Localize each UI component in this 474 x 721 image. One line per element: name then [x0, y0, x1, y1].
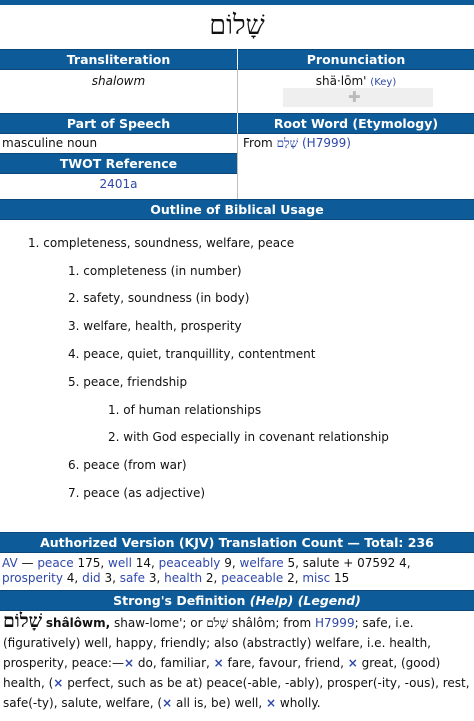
twot-header: TWOT Reference: [0, 153, 237, 174]
root-col: [238, 113, 474, 153]
kjv-count: 9,: [224, 556, 236, 570]
kjv-peace-link[interactable]: peace: [37, 556, 74, 570]
part-of-speech-value: masculine noun: [2, 136, 98, 150]
kjv-did-link[interactable]: did: [82, 571, 101, 585]
kjv-section: [0, 532, 474, 586]
pos-col: [0, 113, 237, 194]
kjv-well-link[interactable]: well: [108, 556, 132, 570]
kjv-peaceably-link[interactable]: peaceably: [158, 556, 221, 570]
part-of-speech-header: Part of Speech: [0, 113, 237, 134]
root-word-line: [238, 134, 474, 153]
kjv-count: 14,: [135, 556, 155, 570]
outline-item: 2. with God especially in covenant relationship: [108, 430, 389, 444]
strongs-text: wholly.: [279, 696, 321, 710]
strongs-text: do, familiar,: [137, 656, 210, 670]
strongs-translit: shâlôwm,: [45, 616, 111, 630]
strongs-text: all is, be) well,: [175, 696, 263, 710]
strongs-help-link[interactable]: (Help): [249, 593, 294, 608]
strongs-text: shâlôm; from: [231, 616, 312, 630]
kjv-av-link[interactable]: AV: [2, 556, 18, 570]
strongs-text: ; safe, i.e. (figuratively) well, happy, friendly; also (abstractly) welfare, i.e. health, prosperity, peace:—: [3, 616, 431, 670]
kjv-count: 3,: [104, 571, 116, 585]
strongs-section: [0, 590, 474, 713]
pronunciation-value: shä·lōm': [315, 74, 367, 88]
outline-item: 1. completeness (in number): [68, 264, 242, 278]
twot-link[interactable]: 2401a: [99, 177, 138, 191]
kjv-count: 175,: [77, 556, 105, 570]
outline-item: 5. peace, friendship: [68, 375, 188, 389]
outline-item: 1. completeness, soundness, welfare, peace: [28, 236, 295, 250]
outline-item: 6. peace (from war): [68, 458, 187, 472]
strongs-legend-link[interactable]: (Legend): [297, 593, 361, 608]
kjv-header: Authorized Version (KJV) Translation Count — Total: 236: [0, 532, 474, 553]
kjv-dash: —: [21, 556, 34, 570]
kjv-welfare-link[interactable]: welfare: [239, 556, 284, 570]
multiply-icon: ×: [162, 696, 173, 710]
outline-item: 7. peace (as adjective): [68, 486, 206, 500]
transliteration-header: Transliteration: [0, 49, 237, 70]
multiply-icon: ×: [123, 656, 135, 670]
root-word-prefix: From: [243, 136, 273, 150]
strongs-alt-hebrew: שָׁלֹם: [206, 616, 228, 630]
outline-header: Outline of Biblical Usage: [0, 199, 474, 220]
kjv-safe-link[interactable]: safe: [119, 571, 145, 585]
pronunciation-key-link[interactable]: (Key): [370, 77, 397, 88]
strongs-text: great, (good) health, (: [3, 656, 441, 690]
strongs-header-label: Strong's Definition: [113, 593, 246, 608]
pron-col: [238, 49, 474, 93]
translit-col: [0, 49, 237, 91]
hebrew-title: שָׁלוֹם: [209, 10, 265, 41]
transliteration-value: shalowm: [91, 74, 146, 88]
strongs-text: shaw-lome'; or: [114, 616, 203, 630]
column-divider: [237, 69, 238, 113]
puzzle-icon: ✚: [348, 88, 361, 106]
kjv-health-link[interactable]: health: [164, 571, 203, 585]
multiply-icon: ×: [213, 656, 224, 670]
root-word-header: Root Word (Etymology): [238, 113, 474, 134]
pronunciation-header: Pronunciation: [238, 49, 474, 70]
root-word-hebrew-link[interactable]: שָׁלַם: [276, 136, 299, 150]
column-divider-2: [237, 133, 238, 199]
kjv-prosperity-link[interactable]: prosperity: [2, 571, 63, 585]
kjv-count: 15: [334, 571, 350, 585]
kjv-counts: [0, 556, 474, 586]
kjv-peaceable-link[interactable]: peaceable: [221, 571, 284, 585]
kjv-count: 2,: [287, 571, 299, 585]
top-strip: [0, 0, 474, 5]
kjv-misc-link[interactable]: misc: [302, 571, 331, 585]
kjv-count: 3,: [148, 571, 161, 585]
multiply-icon: ×: [347, 656, 358, 670]
kjv-count: 4,: [66, 571, 79, 585]
outline-item: 4. peace, quiet, tranquillity, contentment: [68, 347, 316, 361]
outline-item: 1. of human relationships: [108, 403, 262, 417]
kjv-count: 5, salute + 07592 4,: [287, 556, 411, 570]
strongs-definition: [0, 611, 474, 713]
multiply-icon: ×: [266, 696, 277, 710]
kjv-count: 2,: [205, 571, 218, 585]
root-word-ref-link[interactable]: (H7999): [302, 136, 351, 150]
strongs-header: [0, 590, 474, 611]
outline-item: 3. welfare, health, prosperity: [68, 319, 242, 333]
strongs-hebrew: שָׁלוֹם: [3, 610, 43, 632]
strongs-text: fare, favour, friend,: [227, 656, 344, 670]
outline-item: 2. safety, soundness (in body): [68, 291, 250, 305]
multiply-icon: ×: [53, 676, 64, 690]
strongs-ref-link[interactable]: H7999: [315, 616, 355, 630]
audio-plugin-placeholder[interactable]: [283, 88, 433, 107]
strongs-text: perfect, such as be at) peace(-able, -ably), prosper(-ity, -ous), rest, safe(-ty), salute, welfare, (: [3, 676, 470, 710]
